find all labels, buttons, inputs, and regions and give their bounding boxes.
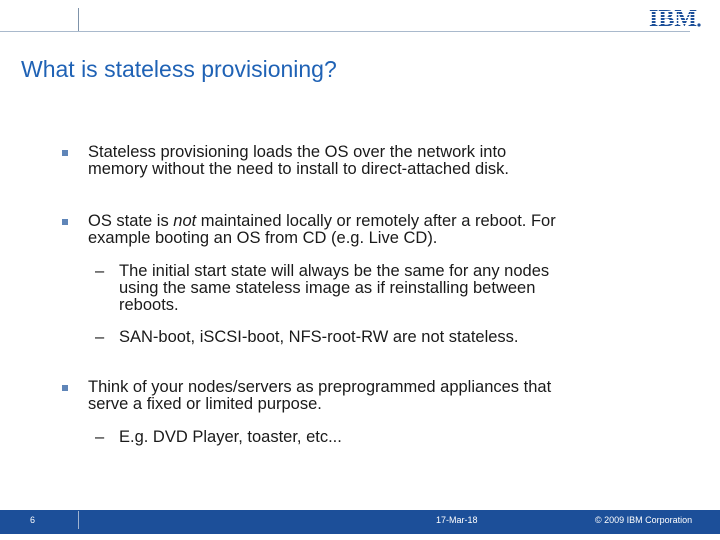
sub-bullet-dash: – (95, 328, 105, 346)
bullet-text-line: Think of your nodes/servers as preprogrammed appliances that (88, 378, 552, 396)
sub-bullet-text-line: The initial start state will always be the same for any nodes (119, 262, 550, 280)
sub-bullet-text-line: using the same stateless image as if reinstalling between (119, 279, 536, 297)
sub-bullet-dash: – (95, 428, 105, 446)
bullet-text-line: Stateless provisioning loads the OS over the network into (88, 143, 507, 161)
sub-bullet-text-line: reboots. (119, 296, 179, 314)
header-tick-mark (78, 8, 79, 31)
bullet-square-icon (62, 385, 68, 391)
header-divider (0, 31, 690, 32)
slide-title: What is stateless provisioning? (21, 56, 337, 82)
footer-date: 17-Mar-18 (436, 515, 478, 525)
bullet-text-segment: maintained locally or remotely after a reboot. For (196, 212, 556, 230)
sub-bullet-text-line: E.g. DVD Player, toaster, etc... (119, 428, 342, 446)
bullet-text-line: memory without the need to install to direct-attached disk. (88, 160, 509, 178)
bullet-square-icon (62, 150, 68, 156)
ibm-logo-text: IBM (649, 6, 697, 28)
bullet-text-segment: OS state is (88, 212, 174, 230)
ibm-logo-icon (648, 6, 702, 28)
sub-bullet-text-line: SAN-boot, iSCSI-boot, NFS-root-RW are not stateless. (119, 328, 519, 346)
bullet-square-icon (62, 219, 68, 225)
bullet-text-line: example booting an OS from CD (e.g. Live CD). (88, 229, 438, 247)
sub-bullet-dash: – (95, 262, 105, 280)
bullet-text-line: serve a fixed or limited purpose. (88, 395, 322, 413)
bullet-text-line (88, 213, 678, 230)
page-number: 6 (30, 515, 36, 525)
footer-tick-mark (78, 511, 79, 529)
footer-copyright: © 2009 IBM Corporation (595, 515, 693, 525)
bullet-text-emphasis: not (173, 212, 197, 230)
